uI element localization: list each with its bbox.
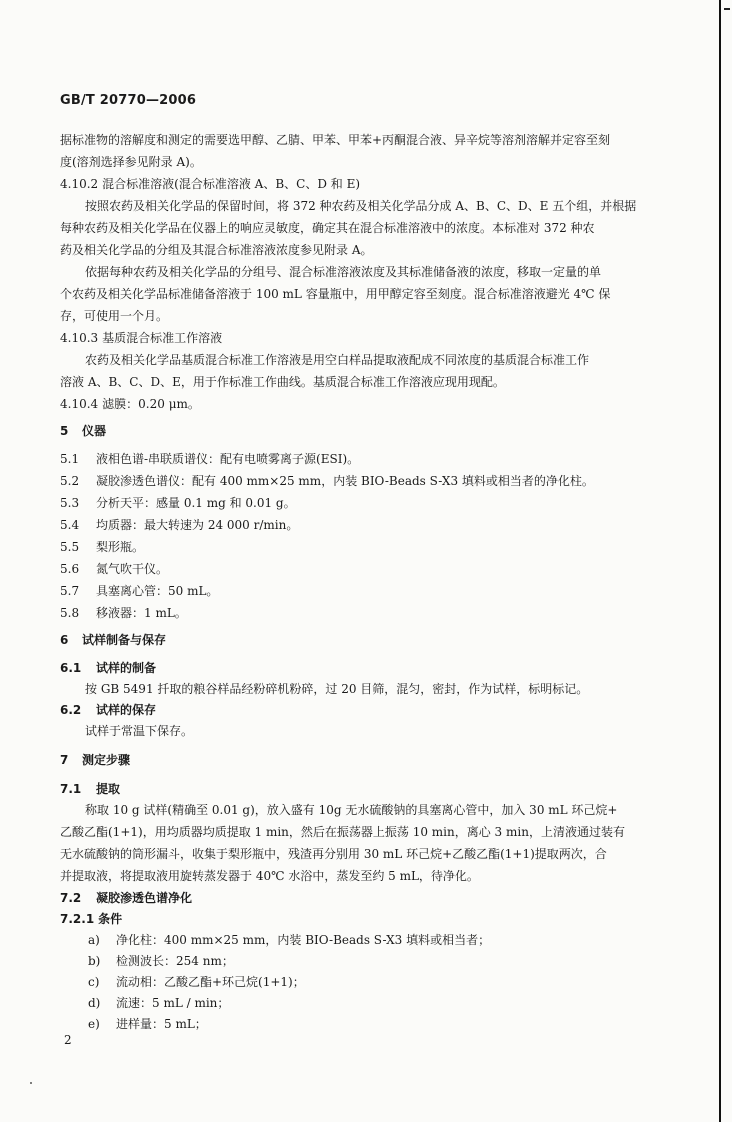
paragraph-line: 按照农药及相关化学品的保留时间，将 372 种农药及相关化学品分成 A、B、C、D、E 五个组，并根据 bbox=[85, 199, 637, 213]
section-number: 4.10.2 bbox=[60, 177, 99, 191]
section-4-10-2 bbox=[60, 176, 360, 192]
condition-item-c bbox=[88, 974, 305, 990]
condition-item-e bbox=[88, 1016, 207, 1032]
section-text: 滤膜：0.20 μm。 bbox=[102, 397, 200, 411]
section-5-4 bbox=[60, 517, 298, 533]
section-6-2-heading bbox=[60, 702, 156, 718]
section-number: 5.1 bbox=[60, 452, 80, 466]
section-7-2-heading bbox=[60, 890, 192, 906]
item-label: c) bbox=[88, 975, 100, 989]
section-title: 试样的制备 bbox=[96, 661, 157, 675]
section-7-heading bbox=[60, 752, 130, 768]
item-label: b) bbox=[88, 954, 101, 968]
item-text: 流动相：乙酸乙酯+环己烷(1+1)； bbox=[116, 975, 305, 989]
section-5-7 bbox=[60, 583, 218, 599]
paragraph-line: 试样于常温下保存。 bbox=[85, 724, 194, 738]
section-title: 条件 bbox=[98, 912, 123, 926]
section-number: 6.1 bbox=[60, 661, 82, 675]
section-text: 分析天平：感量 0.1 mg 和 0.01 g。 bbox=[96, 496, 296, 510]
item-label: e) bbox=[88, 1017, 100, 1031]
document-header: GB/T 20770—2006 bbox=[60, 93, 197, 108]
section-text: 梨形瓶。 bbox=[96, 540, 145, 554]
section-4-10-3 bbox=[60, 330, 222, 346]
section-number: 5.4 bbox=[60, 518, 80, 532]
paragraph-line: 称取 10 g 试样(精确至 0.01 g)，放入盛有 10g 无水硫酸钠的具塞离心管中，加入 30 mL 环己烷+ bbox=[85, 803, 618, 817]
section-number: 7.2 bbox=[60, 891, 82, 905]
section-text: 具塞离心管：50 mL。 bbox=[96, 584, 219, 598]
section-5-8 bbox=[60, 605, 187, 621]
page-number: 2 bbox=[64, 1033, 72, 1047]
section-5-5 bbox=[60, 539, 144, 555]
section-text: 均质器：最大转速为 24 000 r/min。 bbox=[96, 518, 299, 532]
section-6-1-heading bbox=[60, 660, 156, 676]
section-title: 凝胶渗透色谱净化 bbox=[96, 891, 193, 905]
section-title: 提取 bbox=[96, 782, 121, 796]
section-number: 4.10.4 bbox=[60, 397, 99, 411]
section-number: 5.3 bbox=[60, 496, 80, 510]
section-number: 7 bbox=[60, 753, 69, 767]
item-text: 流速：5 mL / min； bbox=[116, 996, 230, 1010]
paragraph-line: 依据每种农药及相关化学品的分组号、混合标准溶液浓度及其标准储备液的浓度，移取一定量的单 bbox=[85, 265, 602, 279]
paragraph-line: 度(溶剂选择参见附录 A)。 bbox=[60, 155, 202, 169]
section-text: 凝胶渗透色谱仪：配有 400 mm×25 mm，内装 BIO-Beads S-X3 填料或相当者的净化柱。 bbox=[96, 474, 594, 488]
scan-mark bbox=[724, 8, 730, 10]
section-title: 试样的保存 bbox=[96, 703, 157, 717]
item-text: 检测波长：254 nm； bbox=[116, 954, 234, 968]
section-number: 5.7 bbox=[60, 584, 80, 598]
section-number: 5.2 bbox=[60, 474, 80, 488]
section-number: 5.8 bbox=[60, 606, 80, 620]
condition-item-a bbox=[88, 932, 490, 948]
section-number: 5 bbox=[60, 424, 69, 438]
item-label: d) bbox=[88, 996, 101, 1010]
section-text: 液相色谱-串联质谱仪：配有电喷雾离子源(ESI)。 bbox=[96, 452, 360, 466]
section-title: 基质混合标准工作溶液 bbox=[102, 331, 223, 345]
section-text: 移液器：1 mL。 bbox=[96, 606, 187, 620]
section-text: 氮气吹干仪。 bbox=[96, 562, 169, 576]
section-number: 7.2.1 bbox=[60, 912, 95, 926]
paragraph-line: 无水硫酸钠的筒形漏斗，收集于梨形瓶中，残渣再分别用 30 mL 环己烷+乙酸乙酯(1+1)提取两次，合 bbox=[60, 847, 607, 861]
item-text: 进样量：5 mL； bbox=[116, 1017, 207, 1031]
section-title: 仪器 bbox=[82, 424, 107, 438]
section-number: 4.10.3 bbox=[60, 331, 99, 345]
condition-item-b bbox=[88, 953, 234, 969]
section-5-heading bbox=[60, 423, 106, 439]
scan-edge-line bbox=[719, 0, 721, 1122]
section-5-2 bbox=[60, 473, 594, 489]
paragraph-line: 存，可使用一个月。 bbox=[60, 309, 169, 323]
paragraph-line: 溶液 A、B、C、D、E，用于作标准工作曲线。基质混合标准工作溶液应现用现配。 bbox=[60, 375, 505, 389]
section-number: 6 bbox=[60, 633, 69, 647]
section-number: 6.2 bbox=[60, 703, 82, 717]
condition-item-d bbox=[88, 995, 229, 1011]
paragraph-line: 按 GB 5491 扦取的粮谷样品经粉碎机粉碎，过 20 目筛，混匀，密封，作为试样，标明标记。 bbox=[85, 682, 589, 696]
item-label: a) bbox=[88, 933, 100, 947]
paragraph-line: 药及相关化学品的分组及其混合标准溶液浓度参见附录 A。 bbox=[60, 243, 373, 257]
section-title: 混合标准溶液(混合标准溶液 A、B、C、D 和 E) bbox=[102, 177, 361, 191]
paragraph-line: 据标准物的溶解度和测定的需要选甲醇、乙腈、甲苯、甲苯+丙酮混合液、异辛烷等溶剂溶解并定容至刻 bbox=[60, 133, 611, 147]
section-number: 5.5 bbox=[60, 540, 80, 554]
scan-speck bbox=[30, 1082, 32, 1084]
paragraph-line: 农药及相关化学品基质混合标准工作溶液是用空白样品提取液配成不同浓度的基质混合标准工作 bbox=[85, 353, 590, 367]
paragraph-line: 并提取液，将提取液用旋转蒸发器于 40℃ 水浴中，蒸发至约 5 mL，待净化。 bbox=[60, 869, 479, 883]
paragraph-line: 乙酸乙酯(1+1)，用均质器均质提取 1 min，然后在振荡器上振荡 10 min，离心 3 min，上清液通过装有 bbox=[60, 825, 625, 839]
section-5-6 bbox=[60, 561, 168, 577]
section-7-2-1-heading bbox=[60, 911, 122, 927]
section-title: 测定步骤 bbox=[82, 753, 131, 767]
section-5-3 bbox=[60, 495, 296, 511]
paragraph-line: 个农药及相关化学品标准储备溶液于 100 mL 容量瓶中，用甲醇定容至刻度。混合标准溶液避光 4℃ 保 bbox=[60, 287, 611, 301]
section-number: 7.1 bbox=[60, 782, 82, 796]
section-5-1 bbox=[60, 451, 359, 467]
section-6-heading bbox=[60, 632, 166, 648]
section-4-10-4 bbox=[60, 396, 200, 412]
item-text: 净化柱：400 mm×25 mm，内装 BIO-Beads S-X3 填料或相当者； bbox=[116, 933, 491, 947]
section-7-1-heading bbox=[60, 781, 120, 797]
paragraph-line: 每种农药及相关化学品在仪器上的响应灵敏度，确定其在混合标准溶液中的浓度。本标准对 372 种农 bbox=[60, 221, 595, 235]
section-number: 5.6 bbox=[60, 562, 80, 576]
section-title: 试样制备与保存 bbox=[82, 633, 167, 647]
